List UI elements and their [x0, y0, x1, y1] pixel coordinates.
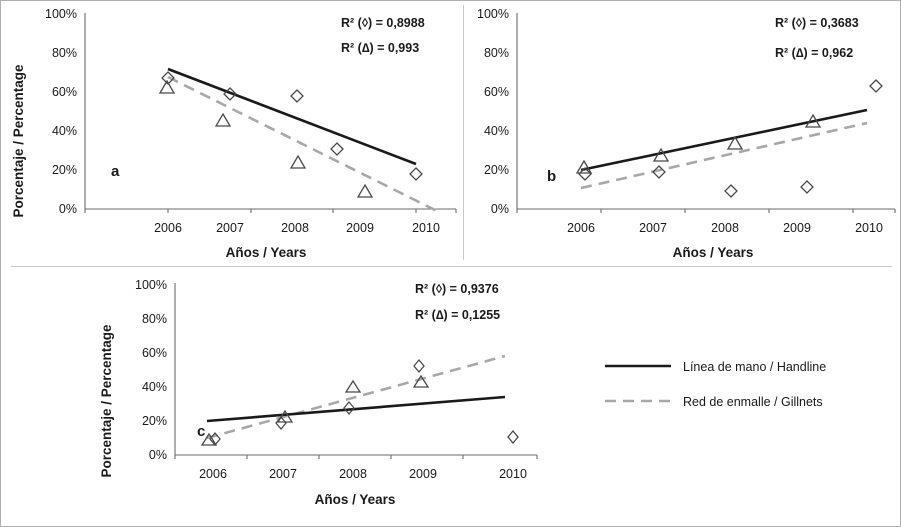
- panel-a-ytick-40: 40%: [51, 124, 77, 138]
- panel-b-ytick-40: 40%: [483, 124, 509, 138]
- legend-svg: [601, 349, 851, 419]
- panel-c-letter: c: [197, 423, 206, 440]
- panel-a-point-handline-2010: [410, 168, 422, 180]
- panel-a-x-ticks: [85, 209, 456, 213]
- panel-c-ytick-60: 60%: [141, 346, 167, 360]
- panel-c-xtick-2006: 2006: [199, 467, 227, 481]
- panel-c-xtick-2007: 2007: [269, 467, 297, 481]
- panel-b-ytick-80: 80%: [483, 46, 509, 60]
- legend-label-handline: Línea de mano / Handline: [683, 360, 827, 374]
- panel-divider-horizontal: [11, 266, 892, 267]
- panel-a-point-gillnets-2009: [358, 185, 372, 197]
- panel-c-plot: [85, 269, 555, 524]
- panel-c-ytick-100: 100%: [135, 278, 167, 292]
- panel-b-letter: b: [547, 168, 557, 185]
- panel-c-point-gillnets-2008: [346, 381, 360, 392]
- panel-c-x-axis-title: Años / Years: [314, 492, 396, 507]
- panel-c-ytick-40: 40%: [141, 380, 167, 394]
- panel-c-xtick-2010: 2010: [499, 467, 527, 481]
- panel-b-point-handline-2009: [801, 181, 813, 193]
- panel-b-point-handline-2008: [725, 185, 737, 197]
- panel-b-x-ticks: [517, 209, 895, 213]
- panel-b-xtick-2007: 2007: [639, 221, 667, 235]
- panel-a-xtick-2006: 2006: [154, 221, 182, 235]
- panel-a-ytick-100: 100%: [45, 7, 77, 21]
- panel-a-r2-gillnets: R² (∆) = 0,993: [341, 41, 420, 55]
- legend: [601, 349, 851, 424]
- panel-c-y-axis-title: Porcentaje / Percentage: [99, 324, 114, 478]
- panel-b-ytick-100: 100%: [477, 7, 509, 21]
- panel-a-letter: a: [111, 163, 120, 180]
- panel-b-r2-handline: R² (◊) = 0,3683: [775, 16, 859, 30]
- panel-c-ytick-80: 80%: [141, 312, 167, 326]
- panel-a-point-handline-2009: [331, 143, 343, 155]
- panel-b-plot: [463, 1, 901, 266]
- panel-c-point-handline-2010: [508, 431, 518, 443]
- panel-b-trendline-handline: [581, 110, 867, 170]
- panel-c-ytick-20: 20%: [141, 414, 167, 428]
- panel-c-xtick-2008: 2008: [339, 467, 367, 481]
- panel-a-point-handline-2008: [291, 90, 303, 102]
- legend-label-gillnets: Red de enmalle / Gillnets: [683, 395, 823, 409]
- panel-c-point-handline-2009: [414, 360, 424, 372]
- panel-b-trendline-gillnets: [581, 123, 867, 188]
- panel-a-y-axis-title: Porcentaje / Percentage: [11, 64, 26, 218]
- panel-a-ytick-60: 60%: [51, 85, 77, 99]
- panel-a-r2-handline: R² (◊) = 0,8988: [341, 16, 425, 30]
- panel-b-xtick-2010: 2010: [855, 221, 883, 235]
- panel-b-xtick-2008: 2008: [711, 221, 739, 235]
- panel-c-r2-gillnets: R² (∆) = 0,1255: [415, 308, 501, 322]
- panel-b: [463, 1, 901, 266]
- panel-c-trendline-gillnets: [207, 356, 505, 438]
- panel-a-trendline-handline: [168, 69, 416, 164]
- panel-a-ytick-20: 20%: [51, 163, 77, 177]
- panel-c-ytick-0: 0%: [148, 448, 167, 462]
- panel-b-ytick-60: 60%: [483, 85, 509, 99]
- panel-a-ytick-0: 0%: [58, 202, 77, 216]
- panel-a-xtick-2010: 2010: [412, 221, 440, 235]
- panel-b-ytick-0: 0%: [490, 202, 509, 216]
- panel-c-x-ticks: [175, 455, 537, 459]
- panel-a-point-gillnets-2008: [291, 156, 305, 168]
- panel-b-xtick-2006: 2006: [567, 221, 595, 235]
- panel-a: [1, 1, 463, 266]
- panel-a-ytick-80: 80%: [51, 46, 77, 60]
- panel-a-xtick-2008: 2008: [281, 221, 309, 235]
- panel-a-x-axis-title: Años / Years: [225, 245, 307, 260]
- panel-b-point-handline-2010: [870, 80, 882, 92]
- panel-c-trendline-handline: [207, 397, 505, 421]
- panel-a-xtick-2007: 2007: [216, 221, 244, 235]
- panel-a-plot: [1, 1, 463, 266]
- panel-a-trendline-gillnets: [168, 77, 441, 213]
- panel-a-xtick-2009: 2009: [346, 221, 374, 235]
- panel-a-point-gillnets-2007: [216, 114, 230, 126]
- panel-b-x-axis-title: Años / Years: [672, 245, 754, 260]
- panel-c-xtick-2009: 2009: [409, 467, 437, 481]
- panel-c: [85, 269, 555, 524]
- panel-c-r2-handline: R² (◊) = 0,9376: [415, 282, 499, 296]
- panel-b-xtick-2009: 2009: [783, 221, 811, 235]
- panel-b-r2-gillnets: R² (∆) = 0,962: [775, 46, 854, 60]
- panel-b-ytick-20: 20%: [483, 163, 509, 177]
